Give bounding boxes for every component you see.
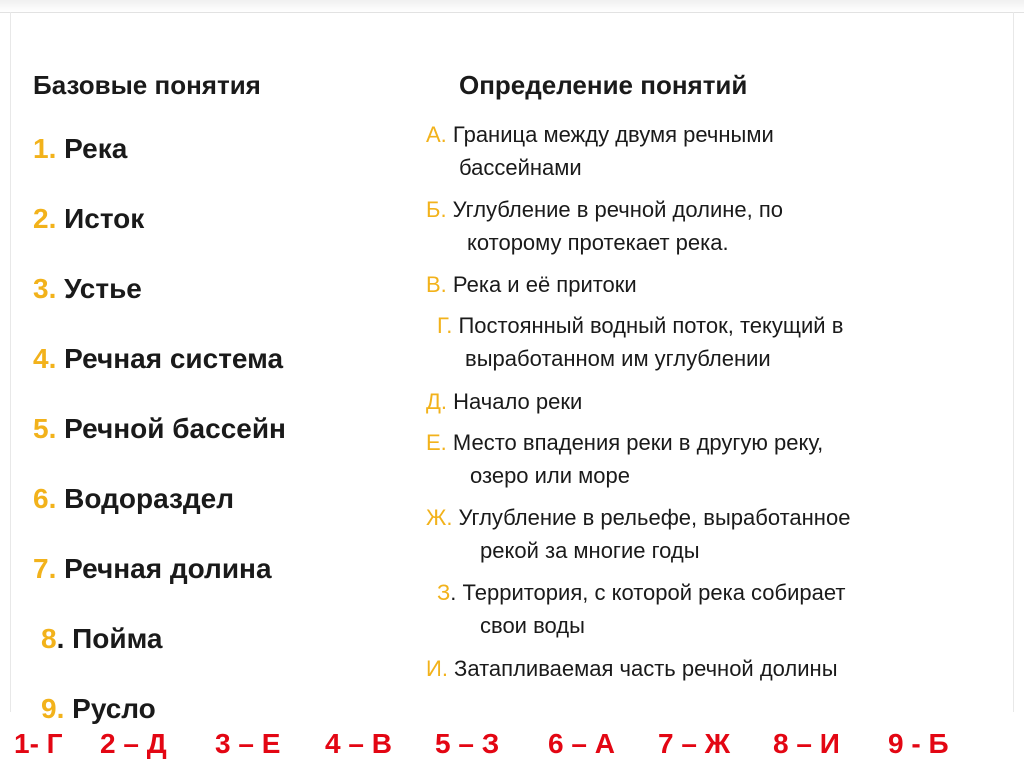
answer-pair: 8 – И <box>773 728 840 759</box>
answer-pair: 4 – В <box>325 728 392 759</box>
concept-number: 9. <box>41 693 65 724</box>
concept-term: Водораздел <box>64 483 235 514</box>
concept-term: Речная система <box>64 343 284 374</box>
answer-pair: 3 – Е <box>215 728 281 759</box>
definition-text-cont: озеро или море <box>470 463 631 488</box>
answer-pair: 2 – Д <box>100 728 167 759</box>
answer-pair: 9 - Б <box>888 728 949 759</box>
answer-pair: 1- Г <box>14 728 63 759</box>
answer-pair: 7 – Ж <box>658 728 731 759</box>
definition-text: Граница между двумя речными <box>446 122 774 147</box>
definition-text-cont: свои воды <box>480 613 585 638</box>
definition-letter: Д. <box>426 389 448 414</box>
concept-number: 4. <box>33 343 57 374</box>
concept-term: Исток <box>64 203 145 234</box>
definition-text: Территория, с которой река собирает <box>456 580 846 605</box>
definitions-heading: Определение понятий <box>459 70 748 100</box>
definition-text-cont: рекой за многие годы <box>480 538 700 563</box>
concept-term: Речной бассейн <box>64 413 286 444</box>
base-concepts-heading: Базовые понятия <box>33 70 261 100</box>
definition-item <box>426 385 582 418</box>
concept-separator: . <box>56 623 65 654</box>
definition-separator: . <box>450 580 457 605</box>
definition-item <box>437 309 843 375</box>
definition-item <box>426 118 774 184</box>
concept-number: 8 <box>41 623 57 654</box>
concept-number: 1. <box>33 133 57 164</box>
definition-text: Начало реки <box>447 389 583 414</box>
definition-letter: Е. <box>426 430 447 455</box>
concept-item <box>33 483 234 515</box>
definition-letter: Б. <box>426 197 447 222</box>
concept-term: Устье <box>64 273 142 304</box>
concept-number: 3. <box>33 273 57 304</box>
concept-number: 7. <box>33 553 57 584</box>
concept-term: Русло <box>72 693 156 724</box>
concept-item <box>41 693 156 725</box>
slide-frame-right <box>1013 12 1014 712</box>
definition-item <box>426 193 783 259</box>
concept-term: Река <box>64 133 128 164</box>
concept-number: 6. <box>33 483 57 514</box>
definition-letter: Ж. <box>426 505 453 530</box>
definition-text: Постоянный водный поток, текущий в <box>452 313 844 338</box>
definition-text: Углубление в рельефе, выработанное <box>452 505 851 530</box>
definition-text: Место впадения реки в другую реку, <box>446 430 824 455</box>
definition-text-cont: которому протекает река. <box>467 230 729 255</box>
definition-letter: И. <box>426 656 448 681</box>
definition-letter: З <box>437 580 451 605</box>
definition-letter: А. <box>426 122 447 147</box>
concept-term: Речная долина <box>64 553 272 584</box>
concept-item <box>33 553 272 585</box>
definition-letter: Г. <box>437 313 453 338</box>
concept-item <box>33 413 286 445</box>
definition-item <box>426 501 850 567</box>
definition-text: Река и её притоки <box>446 272 637 297</box>
definition-letter: В. <box>426 272 447 297</box>
slide-frame-top <box>0 0 1024 13</box>
definition-item <box>426 652 838 685</box>
definition-item <box>437 576 845 642</box>
definition-text-cont: выработанном им углублении <box>465 346 771 371</box>
definition-item <box>426 268 637 301</box>
slide-frame-left <box>10 12 11 712</box>
definition-item <box>426 426 823 492</box>
concept-item <box>33 203 144 235</box>
concept-number: 2. <box>33 203 57 234</box>
definition-text-cont: бассейнами <box>459 155 582 180</box>
answer-pair: 6 – А <box>548 728 615 759</box>
concept-item <box>41 623 163 655</box>
concept-term: Пойма <box>72 623 163 654</box>
concept-item <box>33 273 142 305</box>
definition-text: Углубление в речной долине, по <box>446 197 784 222</box>
concept-item <box>33 343 283 375</box>
answer-pair: 5 – З <box>435 728 500 759</box>
concept-item <box>33 133 127 165</box>
concept-number: 5. <box>33 413 57 444</box>
answer-key <box>14 728 1014 760</box>
definition-text: Затапливаемая часть речной долины <box>447 656 838 681</box>
